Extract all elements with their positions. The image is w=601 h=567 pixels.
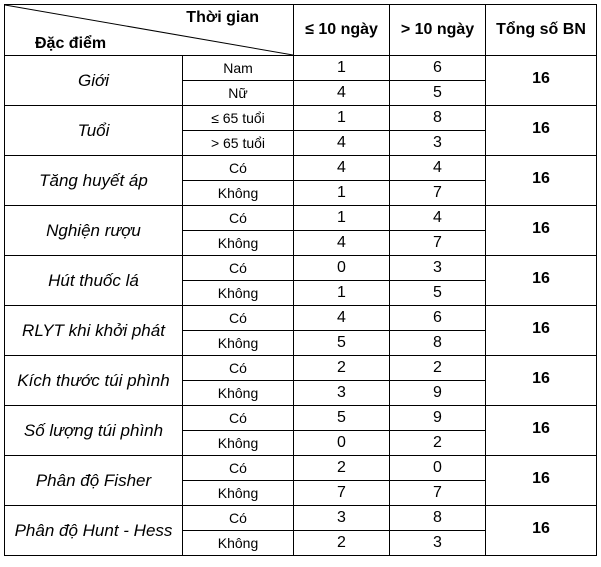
gt10-value-cell: 8 <box>390 331 486 356</box>
subgroup-cell: Có <box>183 356 294 381</box>
total-cell: 16 <box>486 106 597 156</box>
subgroup-cell: Có <box>183 306 294 331</box>
le10-value-cell: 5 <box>294 406 390 431</box>
table-row <box>5 306 597 331</box>
subgroup-cell: Không <box>183 531 294 556</box>
gt10-value-cell: 4 <box>390 156 486 181</box>
subgroup-cell: Có <box>183 156 294 181</box>
total-cell: 16 <box>486 156 597 206</box>
le10-value-cell: 7 <box>294 481 390 506</box>
gt10-value-cell: 3 <box>390 531 486 556</box>
table-row <box>5 356 597 381</box>
feature-cell: Phân độ Fisher <box>5 456 183 506</box>
gt10-value-cell: 4 <box>390 206 486 231</box>
le10-value-cell: 5 <box>294 331 390 356</box>
le10-value-cell: 1 <box>294 181 390 206</box>
subgroup-cell: Không <box>183 431 294 456</box>
table-row <box>5 206 597 231</box>
time-header-label: Thời gian <box>186 9 259 26</box>
subgroup-cell: Nam <box>183 56 294 81</box>
gt10-value-cell: 9 <box>390 381 486 406</box>
gt10-value-cell: 5 <box>390 81 486 106</box>
table-row <box>5 106 597 131</box>
le10-value-cell: 4 <box>294 81 390 106</box>
feature-cell: Tuổi <box>5 106 183 156</box>
gt10-value-cell: 3 <box>390 131 486 156</box>
subgroup-cell: > 65 tuổi <box>183 131 294 156</box>
col-header-total: Tổng số BN <box>486 5 597 56</box>
col-header-gt10: > 10 ngày <box>390 5 486 56</box>
subgroup-cell: ≤ 65 tuổi <box>183 106 294 131</box>
le10-value-cell: 2 <box>294 531 390 556</box>
total-cell: 16 <box>486 356 597 406</box>
gt10-value-cell: 6 <box>390 56 486 81</box>
total-cell: 16 <box>486 206 597 256</box>
subgroup-cell: Nữ <box>183 81 294 106</box>
gt10-value-cell: 3 <box>390 256 486 281</box>
le10-value-cell: 3 <box>294 506 390 531</box>
diagonal-header-cell <box>5 5 294 56</box>
feature-cell: RLYT khi khởi phát <box>5 306 183 356</box>
total-cell: 16 <box>486 256 597 306</box>
le10-value-cell: 4 <box>294 231 390 256</box>
subgroup-cell: Có <box>183 506 294 531</box>
gt10-value-cell: 9 <box>390 406 486 431</box>
total-cell: 16 <box>486 306 597 356</box>
data-table <box>4 4 597 556</box>
le10-value-cell: 0 <box>294 431 390 456</box>
gt10-value-cell: 5 <box>390 281 486 306</box>
feature-cell: Kích thước túi phình <box>5 356 183 406</box>
table-row <box>5 256 597 281</box>
total-cell: 16 <box>486 56 597 106</box>
le10-value-cell: 4 <box>294 131 390 156</box>
table-row <box>5 156 597 181</box>
feature-cell: Nghiện rượu <box>5 206 183 256</box>
table-body <box>5 56 597 556</box>
subgroup-cell: Không <box>183 231 294 256</box>
le10-value-cell: 1 <box>294 281 390 306</box>
le10-value-cell: 2 <box>294 456 390 481</box>
le10-value-cell: 0 <box>294 256 390 281</box>
le10-value-cell: 4 <box>294 306 390 331</box>
gt10-value-cell: 7 <box>390 481 486 506</box>
subgroup-cell: Có <box>183 456 294 481</box>
subgroup-cell: Không <box>183 281 294 306</box>
total-cell: 16 <box>486 456 597 506</box>
le10-value-cell: 1 <box>294 56 390 81</box>
subgroup-cell: Có <box>183 206 294 231</box>
gt10-value-cell: 0 <box>390 456 486 481</box>
feature-cell: Số lượng túi phình <box>5 406 183 456</box>
subgroup-cell: Không <box>183 181 294 206</box>
gt10-value-cell: 8 <box>390 106 486 131</box>
gt10-value-cell: 2 <box>390 356 486 381</box>
total-cell: 16 <box>486 506 597 556</box>
gt10-value-cell: 7 <box>390 181 486 206</box>
le10-value-cell: 1 <box>294 206 390 231</box>
feature-cell: Tăng huyết áp <box>5 156 183 206</box>
total-cell: 16 <box>486 406 597 456</box>
le10-value-cell: 3 <box>294 381 390 406</box>
gt10-value-cell: 8 <box>390 506 486 531</box>
subgroup-cell: Không <box>183 381 294 406</box>
subgroup-cell: Không <box>183 481 294 506</box>
subgroup-cell: Có <box>183 256 294 281</box>
gt10-value-cell: 6 <box>390 306 486 331</box>
gt10-value-cell: 2 <box>390 431 486 456</box>
table-row <box>5 56 597 81</box>
subgroup-cell: Có <box>183 406 294 431</box>
le10-value-cell: 2 <box>294 356 390 381</box>
gt10-value-cell: 7 <box>390 231 486 256</box>
table-row <box>5 456 597 481</box>
subgroup-cell: Không <box>183 331 294 356</box>
feature-cell: Hút thuốc lá <box>5 256 183 306</box>
feature-header-label: Đặc điểm <box>35 35 107 52</box>
table-row <box>5 506 597 531</box>
feature-cell: Phân độ Hunt - Hess <box>5 506 183 556</box>
le10-value-cell: 1 <box>294 106 390 131</box>
table-row <box>5 406 597 431</box>
feature-cell: Giới <box>5 56 183 106</box>
le10-value-cell: 4 <box>294 156 390 181</box>
col-header-le10: ≤ 10 ngày <box>294 5 390 56</box>
header-row <box>5 5 597 56</box>
